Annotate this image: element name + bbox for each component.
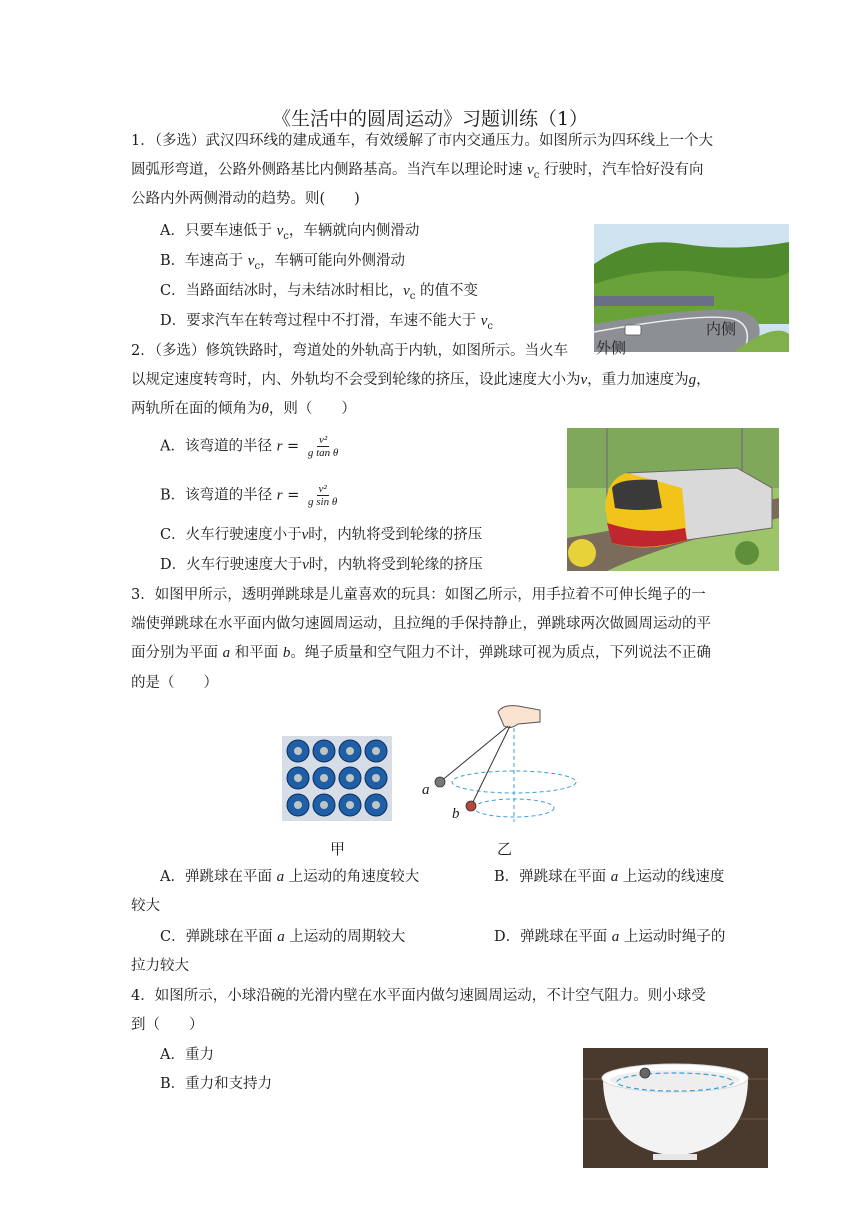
q1-option-d: D．要求汽车在转弯过程中不打滑，车速不能大于 $v_c$ [160, 313, 494, 332]
q1-option-b: B．车速高于 $v_c$，车辆可能向外侧滑动 [160, 253, 406, 272]
q4-line-1: 4．如图所示，小球沿碗的光滑内壁在水平面内做匀速圆周运动，不计空气阻力。则小球受 [131, 988, 706, 1004]
q2-line-1: 2．（多选）修筑铁路时，弯道处的外轨高于内轨，如图所示。当火车 [131, 343, 568, 359]
formula-sin: $\frac{\text{v²}}{\text{g sin θ}}$ [307, 483, 338, 508]
q1-line-1: 1．（多选）武汉四环线的建成通车，有效缓解了市内交通压力。如图所示为四环线上一个大 [131, 133, 713, 149]
q3-line-2: 端使弹跳球在水平面内做匀速圆周运动，且拉绳的手保持静止，弹跳球两次做圆周运动的平 [131, 616, 711, 632]
q1-line-2: 圆弧形弯道，公路外侧路基比内侧路基高。当汽车以理论时速 $v_c$ 行驶时，汽车恰好没有向 [131, 162, 704, 181]
q4-option-b: B．重力和支持力 [160, 1076, 273, 1092]
formula-tan: $\frac{\text{v²}}{\text{g tan θ}}$ [307, 434, 339, 459]
caption-jia: 甲 [330, 840, 346, 858]
q2-line-3: 两轨所在面的倾角为θ，则（ ） [131, 401, 356, 417]
conical-pendulum-diagram [418, 700, 588, 828]
road-curve-photo [594, 224, 789, 352]
q2-option-c: C．火车行驶速度小于v时，内轨将受到轮缘的挤压 [160, 527, 483, 543]
bowl-photo [583, 1048, 768, 1168]
label-a: a [422, 782, 430, 798]
q3-option-d: D．弹跳球在平面 a 上运动时绳子的 [494, 929, 726, 945]
q4-option-a: A．重力 [160, 1047, 214, 1063]
q2-option-b: B．该弯道的半径 r = $\frac{\text{v²}}{\text{g sin θ}}$ [160, 483, 338, 508]
inner-side-label: 内侧 [706, 320, 737, 338]
q2-line-2: 以规定速度转弯时，内、外轨均不会受到轮缘的挤压，设此速度大小为v，重力加速度为g， [131, 372, 711, 388]
q3-option-c: C．弹跳球在平面 a 上运动的周期较大 [160, 929, 406, 945]
q2-option-d: D．火车行驶速度大于v时，内轨将受到轮缘的挤压 [160, 557, 483, 573]
q1-line-3: 公路内外两侧滑动的趋势。则( ) [131, 191, 360, 207]
q3-line-1: 3．如图甲所示，透明弹跳球是儿童喜欢的玩具：如图乙所示，用手拉着不可伸长绳子的一 [131, 587, 706, 603]
q3-line-3: 面分别为平面 a 和平面 b。绳子质量和空气阻力不计，弹跳球可视为质点，下列说法不正确 [131, 645, 711, 661]
q1-option-c: C．当路面结冰时，与未结冰时相比，$v_c$ 的值不变 [160, 283, 478, 302]
q3-line-4: 的是（ ） [131, 675, 218, 691]
q3-option-d-cont: 拉力较大 [131, 958, 189, 974]
q2-option-a: A．该弯道的半径 r = $\frac{\text{v²}}{\text{g tan θ}}$ [160, 434, 339, 459]
label-b: b [452, 806, 460, 822]
q4-line-2: 到（ ） [131, 1017, 204, 1033]
q1-option-a: A．只要车速低于 $v_c$，车辆就向内侧滑动 [160, 223, 420, 242]
q3-option-a: A．弹跳球在平面 a 上运动的角速度较大 [160, 869, 420, 885]
train-photo [567, 428, 779, 571]
q3-option-b: B．弹跳球在平面 a 上运动的线速度 [494, 869, 725, 885]
bouncy-balls-photo [282, 736, 392, 821]
outer-side-label: 外侧 [596, 339, 627, 357]
caption-yi: 乙 [497, 840, 513, 858]
q3-option-b-cont: 较大 [131, 898, 160, 914]
page-title: 《生活中的圆周运动》习题训练（1） [271, 108, 589, 130]
